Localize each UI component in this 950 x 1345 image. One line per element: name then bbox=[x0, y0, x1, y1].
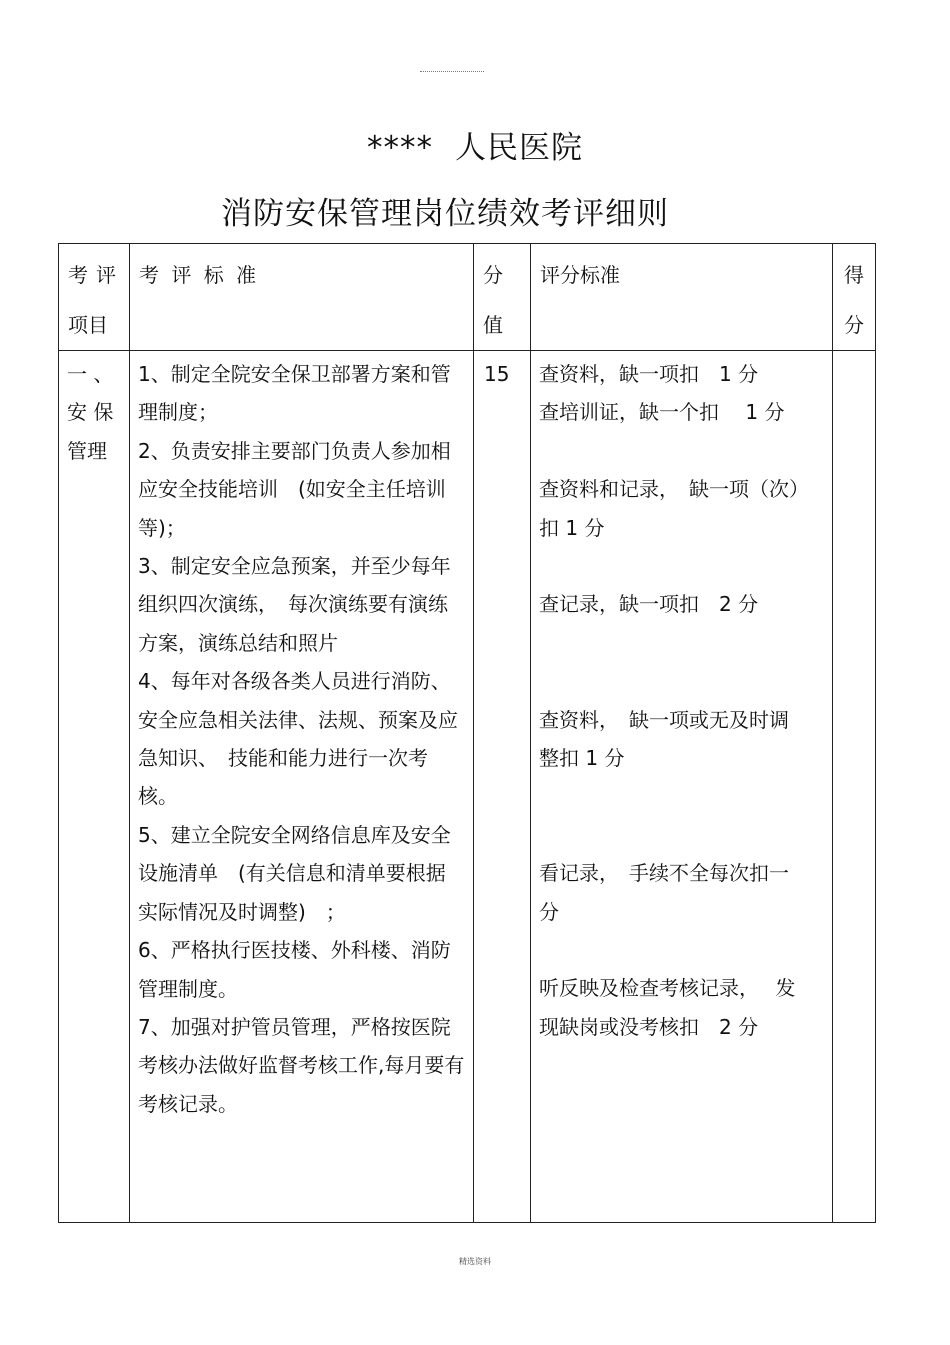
header-item bbox=[59, 244, 130, 351]
scoring-rule-line bbox=[539, 624, 824, 662]
table-header-row bbox=[59, 244, 876, 351]
scoring-rule-line: 现缺岗或没考核扣 2 分 bbox=[539, 1014, 759, 1039]
scoring-rule-line: 听反映及检查考核记录， 发 bbox=[539, 976, 796, 1001]
evaluation-table bbox=[58, 243, 876, 1223]
header-obtained-line2: 分 bbox=[844, 313, 864, 337]
footer-note: 精选资料 bbox=[459, 1257, 491, 1266]
document-title: 消防安保管理岗位绩效考评细则 bbox=[221, 196, 669, 232]
item-line-2: 安 保 bbox=[67, 400, 114, 425]
scoring-rule-line bbox=[539, 547, 824, 585]
header-standard-label: 考 评 标 准 bbox=[139, 263, 260, 287]
table-row bbox=[59, 351, 876, 1223]
hospital-title bbox=[0, 122, 950, 167]
hospital-name: 人民医院 bbox=[455, 130, 583, 166]
scoring-rule-line: 扣 1 分 bbox=[539, 515, 605, 540]
header-score-line2: 值 bbox=[483, 313, 503, 337]
standard-item: 2、负责安排主要部门负责人参加相应安全技能培训 (如安全主任培训等)； bbox=[138, 438, 451, 540]
standard-item: 4、每年对各级各类人员进行消防、安全应急相关法律、法规、预案及应急知识、 技能和能力进行一次考核。 bbox=[138, 669, 458, 809]
scoring-rule-line: 分 bbox=[539, 899, 559, 924]
scoring-rule-line: 查记录，缺一项扣 2 分 bbox=[539, 592, 759, 617]
score-value: 15 bbox=[484, 362, 510, 386]
header-obtained bbox=[833, 244, 876, 351]
scoring-rules-list bbox=[531, 351, 832, 1046]
header-scoring-rule-label: 评分标准 bbox=[540, 263, 620, 287]
header-obtained-line1: 得 bbox=[844, 263, 864, 287]
scoring-rule-line: 整扣 1 分 bbox=[539, 746, 625, 770]
header-score bbox=[474, 244, 531, 351]
standard-item: 7、加强对护管员管理，严格按医院考核办法做好监督考核工作,每月要有考核记录。 bbox=[138, 1014, 465, 1116]
header-scoring-rule bbox=[531, 244, 833, 351]
item-line-1: 一 、 bbox=[67, 362, 114, 386]
scoring-rule-line bbox=[539, 816, 824, 854]
header-item-line2: 项目 bbox=[68, 313, 108, 337]
score-cell bbox=[474, 351, 531, 1223]
hospital-name-mask: **** bbox=[367, 130, 433, 166]
item-cell bbox=[59, 351, 130, 1223]
standard-item: 1、制定全院安全保卫部署方案和管理制度； bbox=[138, 362, 451, 425]
scoring-rule-line: 看记录， 手续不全每次扣一 bbox=[539, 861, 789, 886]
standard-item: 5、建立全院安全网络信息库及安全设施清单 (有关信息和清单要根据实际情况及时调整) ； bbox=[138, 822, 451, 924]
header-item-line1: 考评 bbox=[68, 263, 124, 287]
scoring-rule-line bbox=[539, 777, 824, 815]
scoring-rule-line bbox=[539, 432, 824, 470]
scoring-rule-line: 查资料， 缺一项或无及时调 bbox=[539, 707, 789, 732]
standard-item: 6、严格执行医技楼、外科楼、消防管理制度。 bbox=[138, 938, 451, 1001]
scoring-rule-line: 查资料，缺一项扣 1 分 bbox=[539, 362, 759, 386]
scoring-rules-cell bbox=[531, 351, 833, 1223]
standards-cell bbox=[130, 351, 474, 1223]
obtained-cell bbox=[833, 351, 876, 1223]
item-line-3: 管理 bbox=[67, 438, 107, 463]
standards-list bbox=[130, 351, 473, 1123]
header-standard bbox=[130, 244, 474, 351]
top-dotted-rule bbox=[420, 71, 484, 72]
scoring-rule-line bbox=[539, 662, 824, 700]
standard-item: 3、制定安全应急预案，并至少每年组织四次演练， 每次演练要有演练方案，演练总结和照片 bbox=[138, 554, 451, 655]
scoring-rule-line bbox=[539, 931, 824, 969]
scoring-rule-line: 查培训证，缺一个扣 1 分 bbox=[539, 400, 785, 425]
header-score-line1: 分 bbox=[483, 263, 503, 287]
scoring-rule-line: 查资料和记录， 缺一项（次） bbox=[539, 477, 809, 502]
